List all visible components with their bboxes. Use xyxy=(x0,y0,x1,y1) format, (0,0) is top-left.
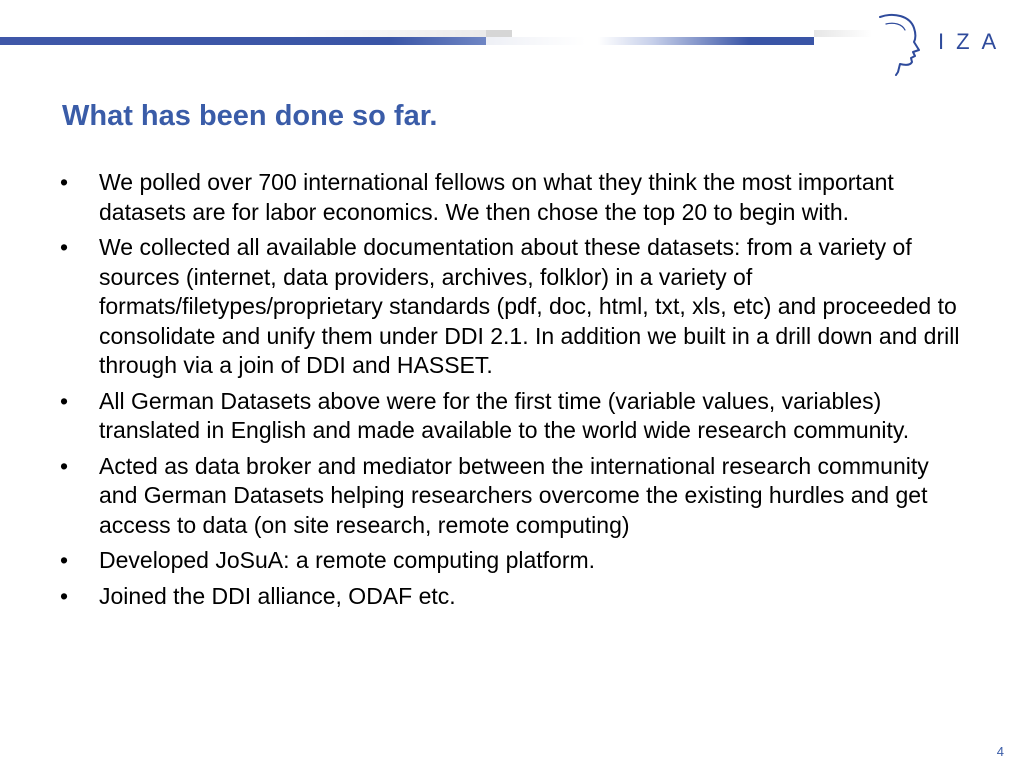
bullet-text: Joined the DDI alliance, ODAF etc. xyxy=(99,582,456,609)
header-bar-right-accent xyxy=(814,30,872,37)
bullet-item xyxy=(58,387,968,446)
bullet-item xyxy=(58,452,968,541)
bullet-text: Developed JoSuA: a remote computing platform. xyxy=(99,547,596,573)
slide-title: What has been done so far. xyxy=(62,100,438,132)
bullet-marker: • xyxy=(60,234,69,260)
header-bar-accent xyxy=(486,30,512,37)
header-bar-middle xyxy=(486,37,586,45)
bullet-marker: • xyxy=(60,547,69,573)
header-bar-top-left xyxy=(0,30,486,37)
header-bar-left xyxy=(0,37,486,45)
bullet-text: Acted as data broker and mediator between the international research community and German Datasets helping researchers overcome the existing hurdles and get access to data (on site research, remote computing) xyxy=(99,452,929,538)
iza-logo xyxy=(872,10,1012,76)
page-number: 4 xyxy=(996,744,1004,759)
bullet-item xyxy=(58,233,968,381)
bullet-list xyxy=(58,168,968,617)
bullet-marker: • xyxy=(60,169,69,195)
bullet-text: We polled over 700 international fellows on what they think the most important datasets are for labor economics. We then chose the top 20 to begin with. xyxy=(99,169,894,225)
logo-wordmark: IZA xyxy=(938,29,1009,54)
bullet-marker: • xyxy=(60,452,69,479)
header-bar-right xyxy=(598,37,814,45)
bullet-marker: • xyxy=(60,582,69,609)
bullet-item xyxy=(58,582,968,612)
bullet-item xyxy=(58,546,968,576)
bullet-text: We collected all available documentation about these datasets: from a variety of sources (internet, data providers, archives, folklor) in a variety of formats/filetypes/proprietary standards (pdf, doc, html, txt, xls, etc) and proceeded to consolidate and unify them under DDI 2.1. In addition we built in a drill down and drill through via a join of DDI and HASSET. xyxy=(99,234,960,378)
bullet-text: All German Datasets above were for the first time (variable values, variables) translated in English and made available to the world wide research community. xyxy=(99,387,910,443)
bullet-item xyxy=(58,168,968,227)
bullet-marker: • xyxy=(60,387,69,414)
head-profile-icon xyxy=(872,10,932,76)
